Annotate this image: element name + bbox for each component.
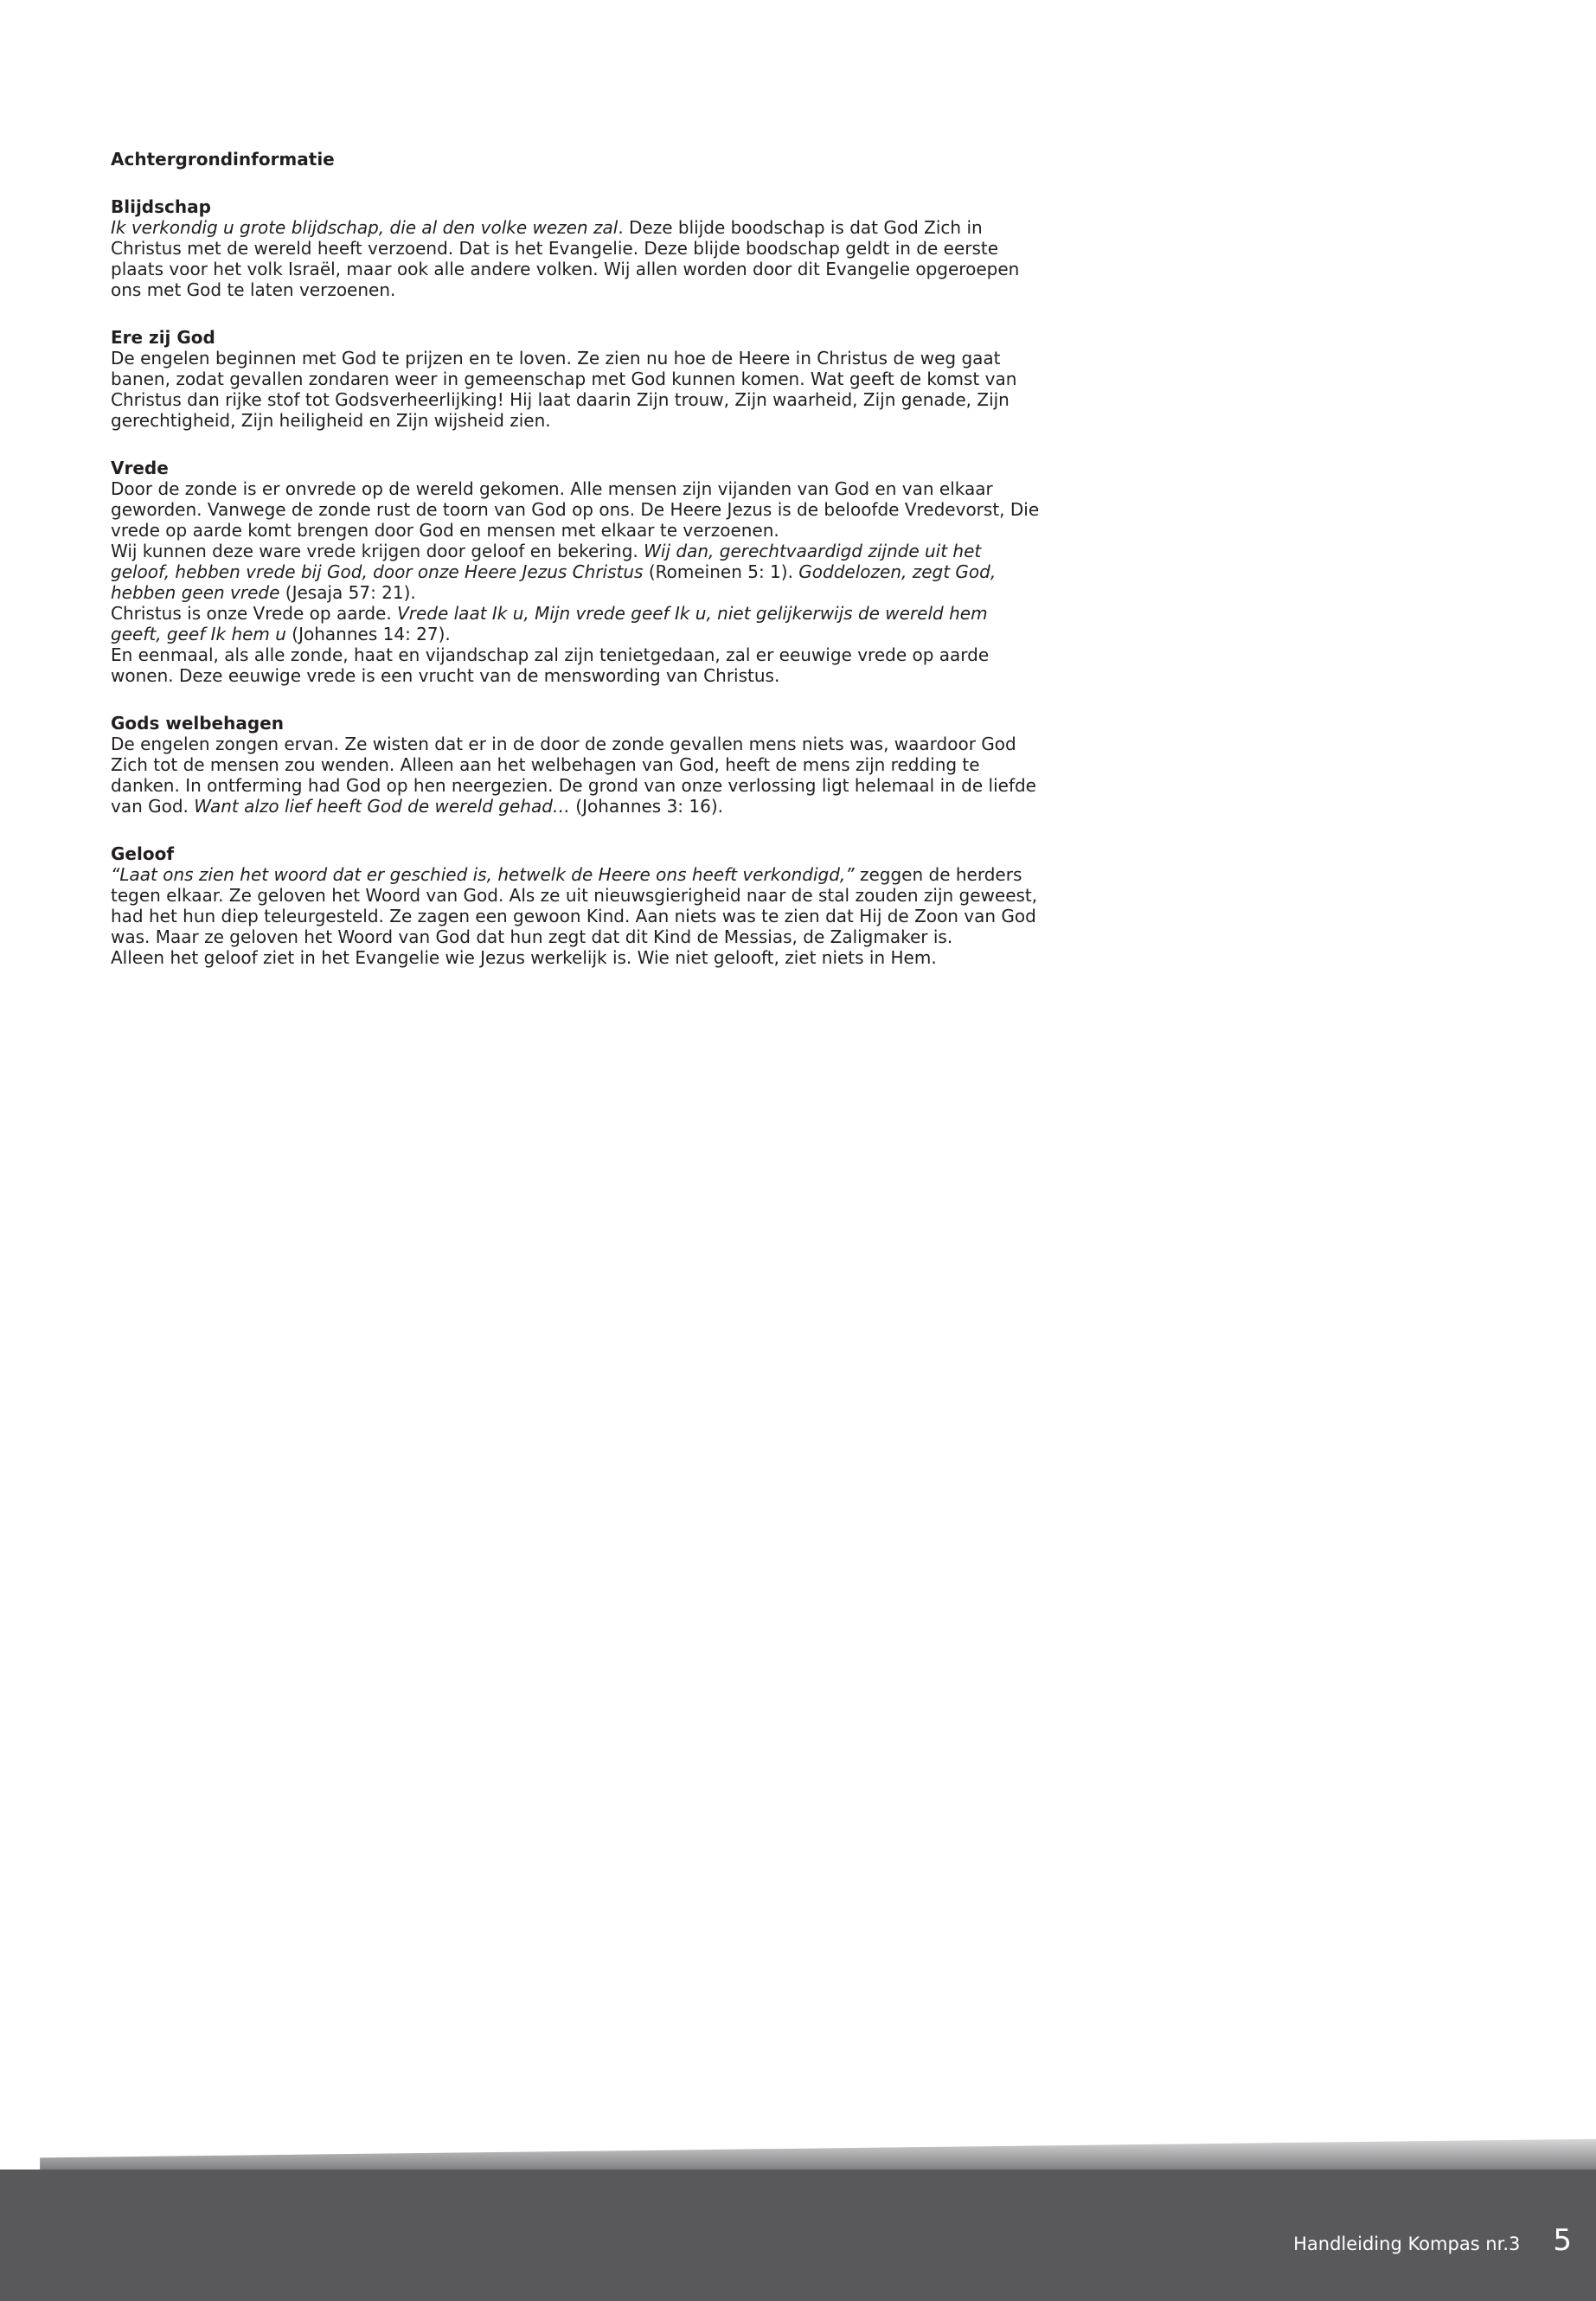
footer-bar [0, 2170, 1596, 2301]
footer-gradient-band [0, 2138, 1596, 2170]
section-heading: Vrede [111, 458, 169, 478]
section-heading: Blijdschap [111, 196, 211, 217]
document-section [111, 713, 1043, 817]
paragraph: De engelen zongen ervan. Ze wisten dat er in de door de zonde gevallen mens niets was, waardoor God Zich tot de mensen zou wenden. Alleen aan het welbehagen van God, heeft de mens zijn redding te danken. In ontferming had God op hen neergezien. De grond van onze verlossing ligt helemaal in de liefde van God. Want alzo lief heeft God de wereld gehad… (Johannes 3: 16). [111, 734, 1036, 817]
paragraph: Ik verkondig u grote blijdschap, die al den volke wezen zal. Deze blijde boodschap is dat God Zich in Christus met de wereld heeft verzoend. Dat is het Evangelie. Deze blijde boodschap geldt in de eerste plaats voor het volk Israël, maar ook alle andere volken. Wij allen worden door dit Evangelie opgeroepen ons met God te laten verzoenen. [111, 217, 1020, 300]
document-section [111, 196, 1043, 300]
paragraph: Door de zonde is er onvrede op de wereld gekomen. Alle mensen zijn vijanden van God en van elkaar geworden. Vanwege de zonde rust de toorn van God op ons. De Heere Jezus is de beloofde Vredevorst, Die vrede op aarde komt brengen door God en mensen met elkaar te verzoenen. [111, 478, 1040, 541]
section-heading: Ere zij God [111, 327, 215, 348]
footer-content [1293, 2223, 1572, 2258]
document-section [111, 458, 1043, 686]
document-content [111, 149, 1043, 968]
document-section [111, 843, 1043, 968]
paragraph: Alleen het geloof ziet in het Evangelie wie Jezus werkelijk is. Wie niet gelooft, ziet niets in Hem. [111, 947, 937, 968]
section-heading: Geloof [111, 843, 175, 864]
page-title: Achtergrondinformatie [111, 149, 335, 170]
sections [111, 196, 1043, 968]
section-heading: Gods welbehagen [111, 713, 284, 734]
paragraph: Christus is onze Vrede op aarde. Vrede laat Ik u, Mijn vrede geef Ik u, niet gelijkerwijs de wereld hem geeft, geef Ik hem u (Johannes 14: 27). [111, 603, 988, 644]
paragraph: “Laat ons zien het woord dat er geschied is, hetwelk de Heere ons heeft verkondigd,” zeggen de herders tegen elkaar. Ze geloven het Woord van God. Als ze uit nieuwsgierigheid naar de stal zouden zijn geweest, had het hun diep teleurgesteld. Ze zagen een gewoon Kind. Aan niets was te zien dat Hij de Zoon van God was. Maar ze geloven het Woord van God dat hun zegt dat dit Kind de Messias, de Zaligmaker is. [111, 864, 1038, 947]
footer-document-title: Handleiding Kompas nr.3 [1293, 2234, 1521, 2254]
paragraph: De engelen beginnen met God te prijzen en te loven. Ze zien nu hoe de Heere in Christus de weg gaat banen, zodat gevallen zondaren weer in gemeenschap met God kunnen komen. Wat geeft de komst van Christus dan rijke stof tot Godsverheerlijking! Hij laat daarin Zijn trouw, Zijn waarheid, Zijn genade, Zijn gerechtigheid, Zijn heiligheid en Zijn wijsheid zien. [111, 348, 1017, 431]
paragraph: En eenmaal, als alle zonde, haat en vijandschap zal zijn tenietgedaan, zal er eeuwige vrede op aarde wonen. Deze eeuwige vrede is een vrucht van de menswording van Christus. [111, 644, 990, 686]
document-section [111, 327, 1043, 431]
page-number: 5 [1553, 2223, 1572, 2258]
paragraph: Wij kunnen deze ware vrede krijgen door geloof en bekering. Wij dan, gerechtvaardigd zijnde uit het geloof, hebben vrede bij God, door onze Heere Jezus Christus (Romeinen 5: 1). Goddelozen, zegt God, hebben geen vrede (Jesaja 57: 21). [111, 541, 997, 603]
